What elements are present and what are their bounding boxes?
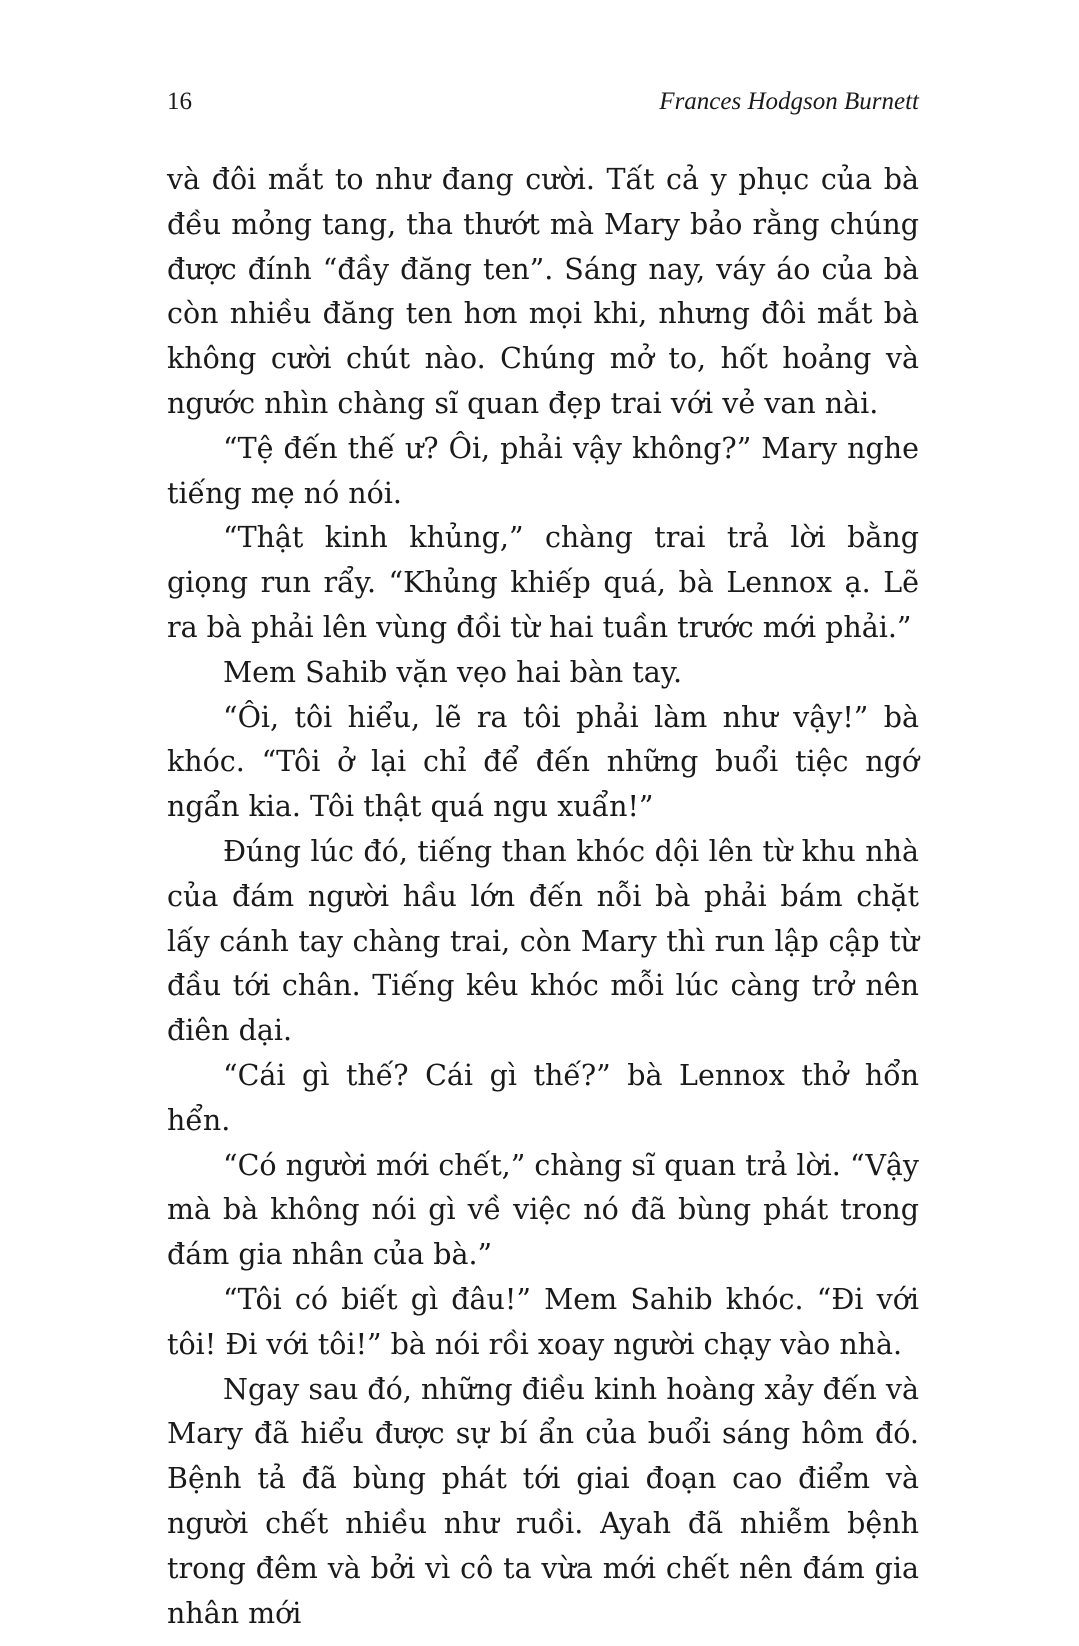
running-title: Frances Hodgson Burnett bbox=[659, 88, 919, 115]
paragraph: “Ôi, tôi hiểu, lẽ ra tôi phải làm như vậy!” bà khóc. “Tôi ở lại chỉ để đến những buổi tiệc ngớ ngẩn kia. Tôi thật quá ngu xuẩn!” bbox=[167, 700, 919, 824]
paragraph: “Có người mới chết,” chàng sĩ quan trả lời. “Vậy mà bà không nói gì về việc nó đã bùng phát trong đám gia nhân của bà.” bbox=[167, 1148, 919, 1272]
paragraph: Đúng lúc đó, tiếng than khóc dội lên từ khu nhà của đám người hầu lớn đến nỗi bà phải bám chặt lấy cánh tay chàng trai, còn Mary thì run lập cập từ đầu tới chân. Tiếng kêu khóc mỗi lúc càng trở nên điên dại. bbox=[167, 834, 919, 1048]
paragraph: “Cái gì thế? Cái gì thế?” bà Lennox thở hổn hển. bbox=[167, 1058, 919, 1137]
paragraph: Ngay sau đó, những điều kinh hoàng xảy đến và Mary đã hiểu được sự bí ẩn của buổi sáng hôm đó. Bệnh tả đã bùng phát tới giai đoạn cao điểm và người chết nhiều như ruồi. Ayah đã nhiễm bệnh trong đêm và bởi vì cô ta vừa mới chết nên đám gia nhân mới bbox=[167, 1372, 919, 1630]
body-text bbox=[167, 158, 919, 1636]
paragraph: và đôi mắt to như đang cười. Tất cả y phục của bà đều mỏng tang, tha thướt mà Mary bảo rằng chúng được đính “đầy đăng ten”. Sáng nay, váy áo của bà còn nhiều đăng ten hơn mọi khi, nhưng đôi mắt bà không cười chút nào. Chúng mở to, hốt hoảng và ngước nhìn chàng sĩ quan đẹp trai với vẻ van nài. bbox=[167, 163, 919, 420]
paragraph: “Thật kinh khủng,” chàng trai trả lời bằng giọng run rẩy. “Khủng khiếp quá, bà Lennox ạ. Lẽ ra bà phải lên vùng đồi từ hai tuần trước mới phải.” bbox=[167, 521, 919, 644]
page-number: 16 bbox=[167, 88, 192, 115]
paragraph: “Tệ đến thế ư? Ôi, phải vậy không?” Mary nghe tiếng mẹ nó nói. bbox=[167, 431, 919, 510]
paragraph: “Tôi có biết gì đâu!” Mem Sahib khóc. “Đi với tôi! Đi với tôi!” bà nói rồi xoay người chạy vào nhà. bbox=[167, 1282, 919, 1361]
page-header bbox=[167, 88, 919, 128]
paragraph: Mem Sahib vặn vẹo hai bàn tay. bbox=[223, 655, 683, 689]
